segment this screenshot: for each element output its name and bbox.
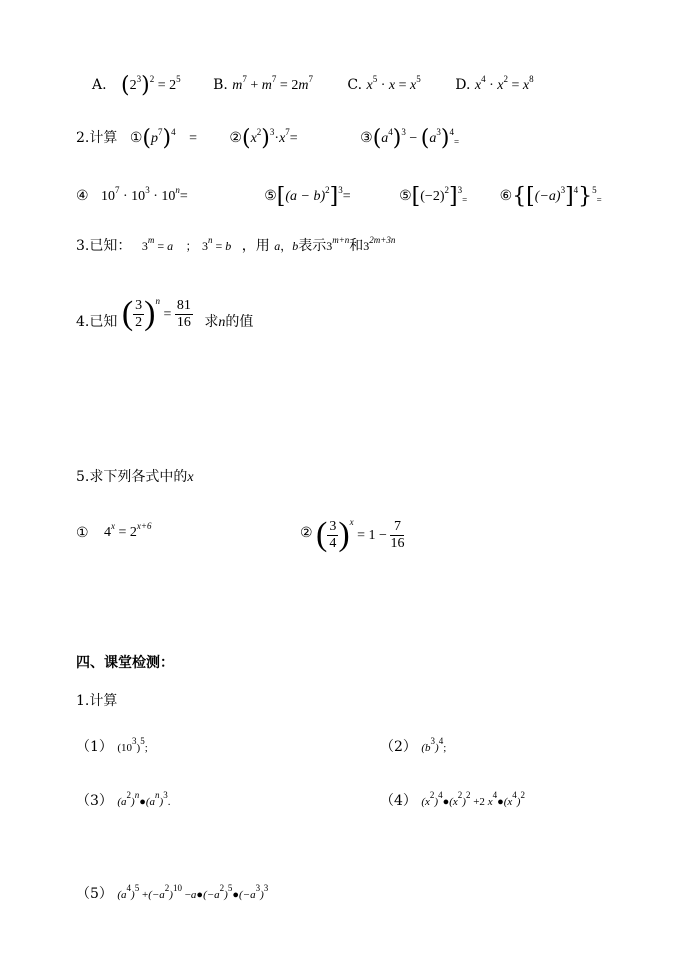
q2-expr5a: $[(a - b)^2]^3=$ — [276, 184, 351, 209]
q3-target2: $3^{2m+3n}$ — [363, 235, 396, 253]
problem-5-expr: $(a^4)^5 +(-a^2)^{10}$ $-a●(-a^2)^5●(-a^3)^3$ — [117, 883, 269, 901]
problem-2-label: （2） — [380, 739, 417, 755]
problem-3-label: （3） — [76, 793, 113, 809]
problem-5 — [76, 883, 269, 902]
q2-c6: ⑥ — [499, 188, 513, 204]
problem-5-label: （5） — [76, 886, 113, 902]
q3-mid2: 表示 — [298, 238, 327, 254]
problem-1-expr: $(10^3)^5$; — [117, 736, 148, 754]
q2-c1: ① — [129, 130, 143, 146]
option-c-label: C. — [347, 77, 363, 93]
q4-tail: 求n的值 — [204, 314, 254, 330]
q2-c5b: ⑤ — [399, 188, 412, 204]
q3-label: 3.已知： — [76, 238, 132, 254]
option-b-label: B. — [213, 77, 228, 93]
q4-equation: ( $\frac{3}{2}$ )$^n$ = $\frac{81}{16}$ — [121, 295, 191, 332]
q4-den-right: 16 — [176, 315, 191, 331]
q3-var-a: a — [274, 239, 281, 253]
option-a-formula: $(2^3)^2 = 2^5$ — [121, 73, 181, 98]
option-c-formula: $x^5 \cdot x = x^5$ — [366, 74, 421, 93]
problem-2 — [380, 736, 447, 755]
problem-4-label: （4） — [380, 793, 417, 809]
q2-expr4: $10^7 \cdot 10^3 \cdot 10^n=$ — [101, 185, 188, 204]
option-b-formula: $m^7 + m^7 = 2m^7$ — [232, 74, 313, 93]
option-a-label: A. — [92, 77, 107, 93]
q3-and: 和 — [349, 238, 364, 254]
problem-3-expr: $(a^2)^n●(a^n)^3$. — [117, 790, 171, 808]
q5-expr2: ( $\frac{3}{4}$ )$^x$ = 1 − $\frac{7}{16}$ — [316, 516, 405, 553]
q4-line — [76, 291, 253, 330]
problem-4 — [380, 790, 525, 809]
problem-1 — [76, 736, 148, 755]
q3-given1: 3$^m$ = a — [141, 235, 174, 253]
q3-given2: 3$^n$ = b — [202, 235, 232, 253]
option-d-formula: $x^4 \cdot x^2 = x^8$ — [474, 74, 534, 93]
q5-den-left: 4 — [329, 536, 337, 552]
problem-3 — [76, 790, 171, 809]
q2-line2 — [76, 183, 602, 209]
q3-var-b: b — [292, 239, 299, 253]
q5-den-right: 16 — [390, 536, 405, 552]
q2-c2: ② — [229, 130, 242, 146]
q2-expr6: $\{[(-a)^3]^4\}^5_=$ — [512, 184, 602, 209]
q2-c5a: ⑤ — [264, 188, 277, 204]
q3-mid: ，用 — [241, 238, 270, 254]
q5-c1: ① — [76, 525, 89, 541]
q4-label: 4.已知 — [76, 314, 118, 330]
q2-expr3: $(a^4)^3 - (a^3)^4_=$ — [372, 126, 460, 151]
q4-num-left: 3 — [135, 298, 143, 314]
q4-tail-post: 的值 — [225, 314, 254, 330]
problem-4-expr: $(x^2)^4●(x^2)^2 +2$ $x^4●(x^4)^2$ — [421, 790, 525, 808]
q4-num-right: 81 — [176, 298, 191, 314]
q5-num-left: 3 — [329, 519, 337, 535]
problem-2-expr: $(b^3)^4$; — [421, 736, 447, 754]
q2-c4: ④ — [76, 188, 89, 204]
q5-expr1: $4^x = 2^{x+6}$ — [104, 521, 152, 540]
option-d-label: D. — [455, 77, 471, 93]
q4-tail-pre: 求 — [204, 314, 219, 330]
problem-1-label: （1） — [76, 739, 113, 755]
q2-label: 2.计算 — [76, 130, 118, 146]
q2-expr5b: $[(-2)^2]^3_=$ — [411, 184, 468, 209]
q5-c2: ② — [300, 525, 313, 541]
q5-label-line: 5.求下列各式中的x — [76, 469, 194, 485]
q3-target1: $3^{m+n}$ — [326, 235, 350, 253]
q2-c3: ③ — [360, 130, 373, 146]
q2-line1 — [76, 125, 460, 151]
q3-line: 3.已知： 3$^m$ = a ； 3$^n$ = b ，用 a，b表示$3^{m+n}$和$3^{2m+3n}$ — [76, 235, 396, 254]
q5-line2 — [76, 512, 636, 562]
q4-den-left: 2 — [135, 315, 143, 331]
q2-expr1: $(p^7)^4$ = — [142, 126, 197, 151]
section4-item1: 1.计算 — [76, 693, 118, 709]
q2-expr2: $(x^2)^3\cdot x^7=$ — [241, 126, 298, 151]
q5-num-right: 7 — [390, 520, 404, 536]
section4-title: 四、课堂检测： — [76, 655, 174, 671]
option-row — [92, 72, 534, 98]
q5-label: 5.求下列各式中的 — [76, 469, 188, 485]
